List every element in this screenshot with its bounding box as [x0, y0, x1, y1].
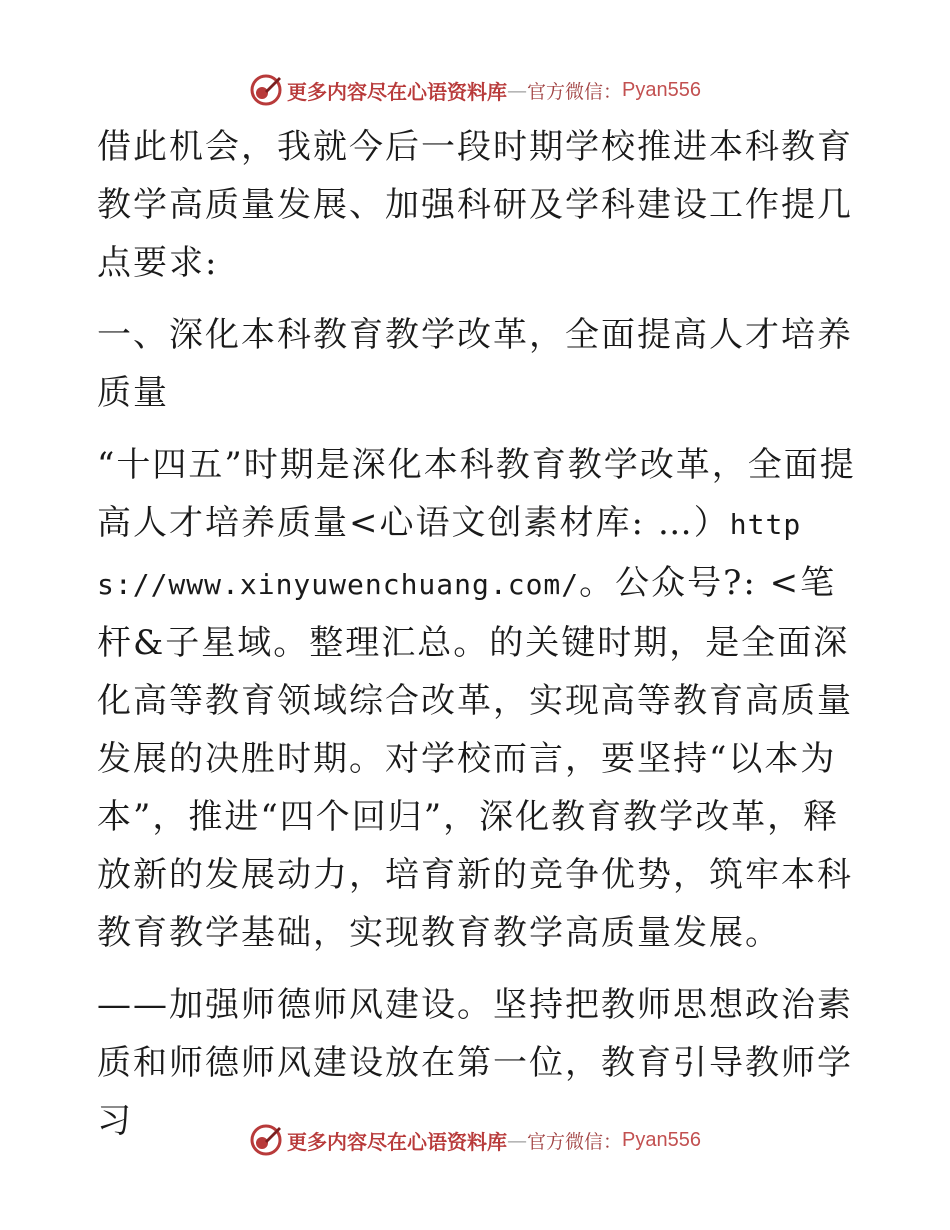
- body-paragraph: [97, 436, 857, 962]
- website-url: https://www.xinyuwenchuang.com/: [97, 508, 802, 601]
- ethics-paragraph: ——加强师德师风建设。坚持把教师思想政治素质和师德师风建设放在第一位，教育引导教师学习: [97, 985, 853, 1141]
- banner-text: 更多内容尽在心语资料库: [287, 79, 507, 104]
- banner-wechat-label: 官方微信：: [527, 1130, 623, 1153]
- section-heading: 一、深化本科教育教学改革，全面提高人才培养质量: [97, 315, 853, 413]
- banner-wechat-label: 官方微信：: [527, 80, 623, 103]
- document-body: [97, 118, 857, 1150]
- banner-separator: —: [507, 78, 527, 102]
- quill-ink-logo-icon: [249, 1123, 283, 1157]
- banner-separator: —: [507, 1128, 527, 1152]
- banner-text: 更多内容尽在心语资料库: [287, 1129, 507, 1154]
- body-paragraph-part-b: 。公众号?: <笔杆&子星域。整理汇总。的关键时期，是全面深化高等教育领域综合改革，实现高等教育高质量发展的决胜时期。对学校而言，要坚持“以本为本”，推进“四个回归”，深化教育教学改革，释放新的发展动力，培育新的竞争优势，筑牢本科教育教学基础，实现教育教学高质量发展。: [97, 563, 853, 953]
- header-banner: [0, 70, 950, 110]
- quill-ink-logo-icon: [249, 73, 283, 107]
- banner-wechat-id: Pyan556: [622, 78, 701, 101]
- intro-paragraph: 借此机会，我就今后一段时期学校推进本科教育教学高质量发展、加强科研及学科建设工作提几点要求:: [97, 127, 853, 283]
- body-paragraph-part-a: “十四五”时期是深化本科教育教学改革，全面提高人才培养质量<心语文创素材库: …）: [97, 445, 856, 543]
- banner-wechat-id: Pyan556: [622, 1128, 701, 1151]
- footer-banner: [0, 1120, 950, 1160]
